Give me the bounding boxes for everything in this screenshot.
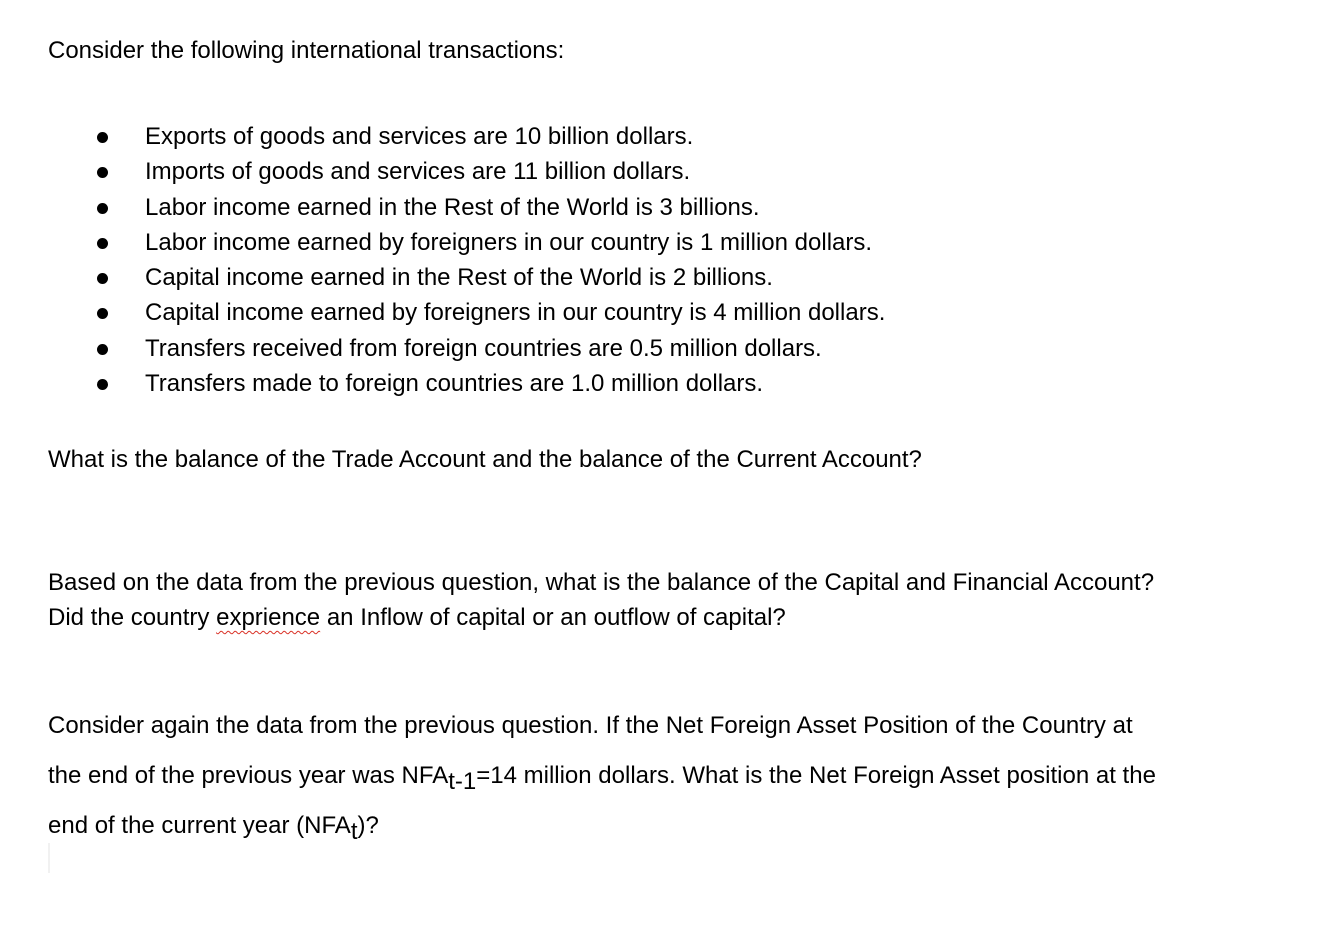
question2-line2-end: an Inflow of capital or an outflow of capital? bbox=[320, 604, 786, 631]
question3-line2-end: =14 million dollars. What is the Net Foreign Asset position at the bbox=[476, 762, 1156, 789]
question-trade-current-account: What is the balance of the Trade Account and the balance of the Current Account? bbox=[48, 446, 922, 473]
bullet-icon bbox=[97, 379, 108, 390]
list-item-text: Capital income earned by foreigners in our country is 4 million dollars. bbox=[145, 299, 886, 327]
bullet-icon bbox=[97, 273, 108, 284]
question2-line2-start: Did the country bbox=[48, 604, 217, 631]
bullet-icon bbox=[97, 308, 108, 319]
question2-line1: Based on the data from the previous question, what is the balance of the Capital and Financial Account? bbox=[48, 569, 1155, 596]
text-cursor[interactable] bbox=[48, 843, 50, 873]
misspelled-word[interactable]: exprience bbox=[216, 604, 321, 631]
bullet-icon bbox=[97, 344, 108, 355]
question3-line1: Consider again the data from the previous question. If the Net Foreign Asset Position of the Country at bbox=[48, 712, 1133, 739]
list-item-text: Capital income earned in the Rest of the World is 2 billions. bbox=[145, 264, 773, 292]
bullet-icon bbox=[97, 203, 108, 214]
subscript-t: t bbox=[350, 818, 358, 845]
question3-line3-end: )? bbox=[357, 812, 379, 839]
question3-line2-start: the end of the previous year was NFA bbox=[48, 762, 449, 789]
list-item-text: Exports of goods and services are 10 billion dollars. bbox=[145, 123, 694, 150]
intro-text: Consider the following international transactions: bbox=[48, 37, 565, 64]
bullet-icon bbox=[97, 132, 108, 143]
list-item-text: Transfers made to foreign countries are 1.0 million dollars. bbox=[145, 370, 764, 398]
list-item-text: Labor income earned in the Rest of the World is 3 billions. bbox=[145, 193, 760, 221]
bullet-icon bbox=[97, 167, 108, 178]
list-item-text: Labor income earned by foreigners in our country is 1 million dollars. bbox=[145, 228, 873, 256]
bullet-icon bbox=[97, 238, 108, 249]
question-capital-financial-account bbox=[48, 565, 1154, 635]
question3-line3-start: end of the current year (NFA bbox=[48, 812, 351, 839]
list-item-text: Imports of goods and services are 11 billion dollars. bbox=[145, 158, 691, 186]
subscript-t-minus-1: t-1 bbox=[448, 768, 477, 795]
list-item-text: Transfers received from foreign countries are 0.5 million dollars. bbox=[145, 334, 822, 362]
question-net-foreign-assets bbox=[48, 701, 1156, 851]
